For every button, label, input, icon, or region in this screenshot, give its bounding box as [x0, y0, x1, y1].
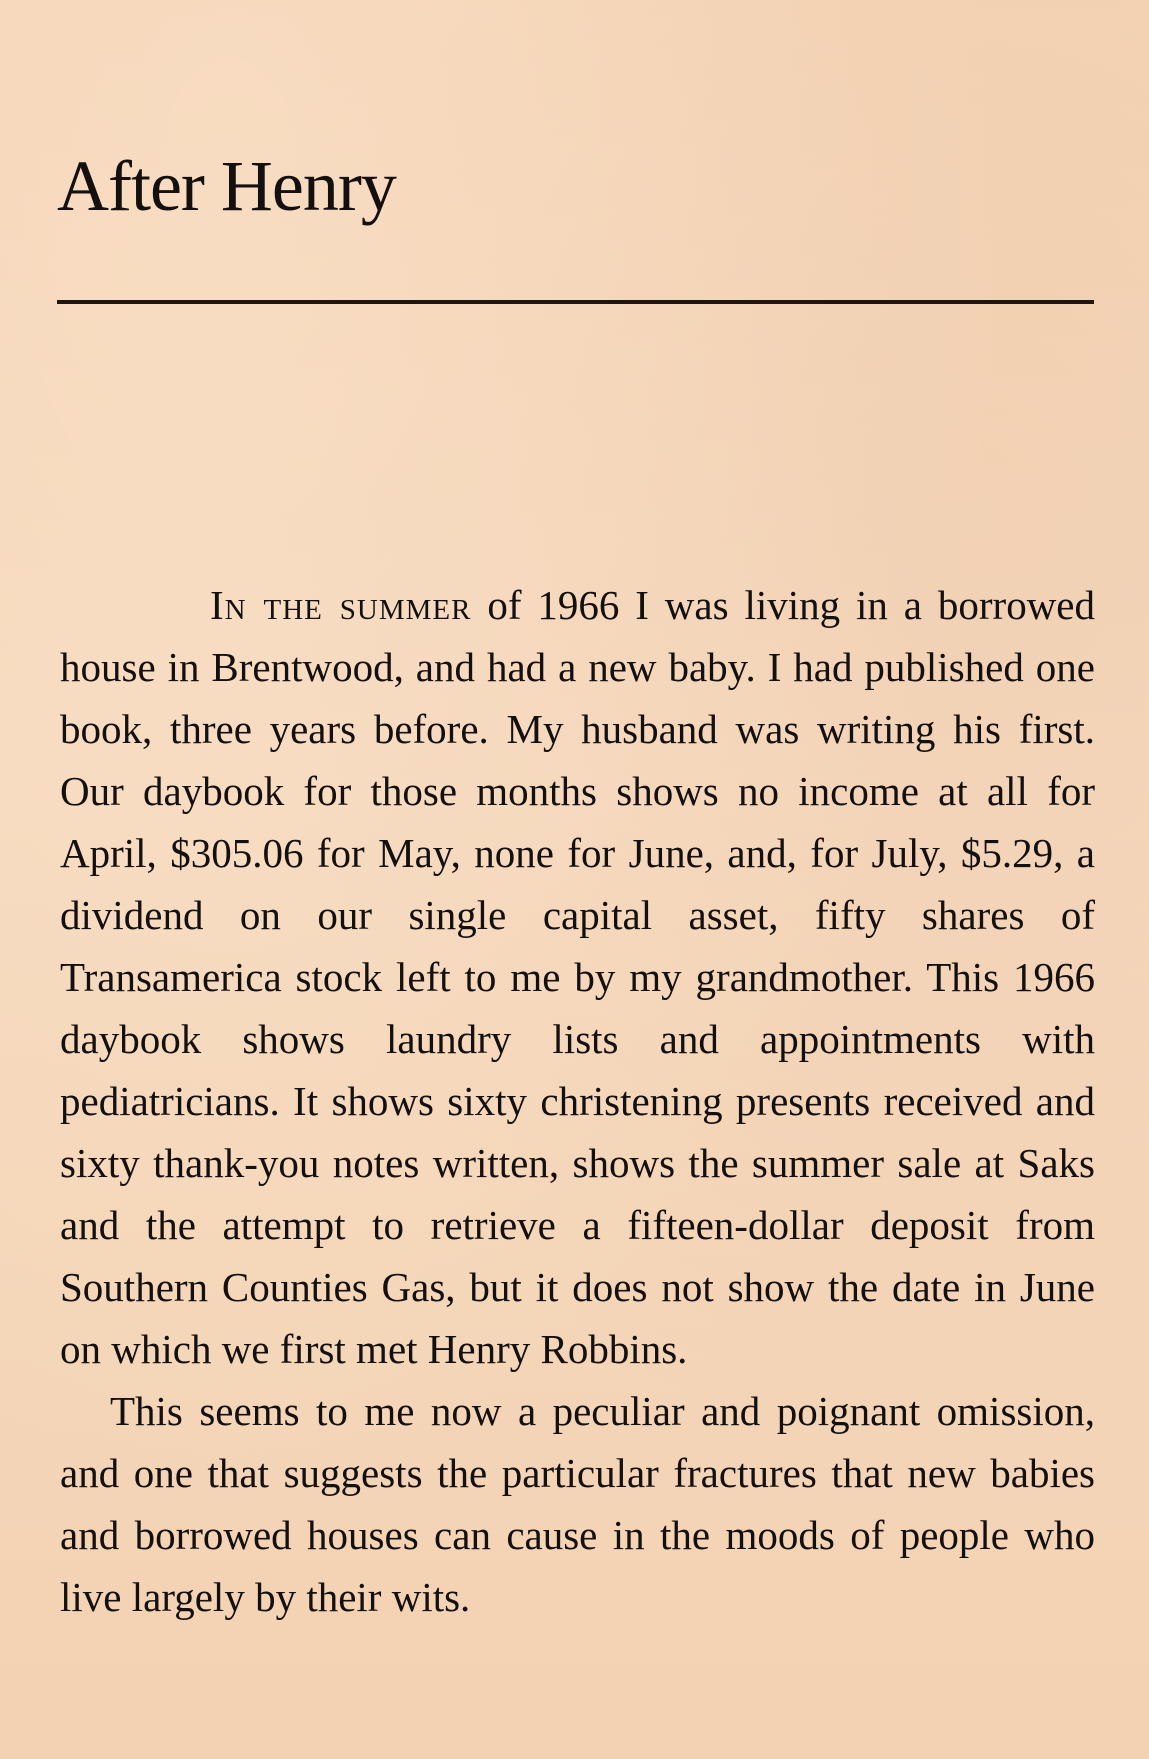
title-rule [57, 300, 1094, 304]
paragraph-1-text: of 1966 I was living in a borrowed house in Brentwood, and had a new baby. I had published one book, three years before. My husband was writing his first. Our daybook for those months shows no income at all for April, $305.06 for May, none for June, and, for July, $5.29, a dividend on our single capital asset, fifty shares of Transamerica stock left to me by my grandmother. This 1966 daybook shows laundry lists and appointments with pediatricians. It shows sixty christening presents received and sixty thank-you notes written, shows the summer sale at Saks and the attempt to retrieve a fifteen-dollar deposit from Southern Counties Gas, but it does not show the date in June on which we first met Henry Robbins. [60, 582, 1095, 1372]
paragraph-1-lead-in: In the summer [210, 582, 472, 628]
chapter-body [60, 574, 1095, 1628]
bleed-through-texture [60, 20, 1100, 540]
chapter-title: After Henry [57, 146, 396, 226]
paragraph-2: This seems to me now a peculiar and poignant omission, and one that suggests the particular fractures that new babies and borrowed houses can cause in the moods of people who live largely by their wits. [60, 1388, 1095, 1620]
paragraph-1 [60, 574, 1095, 1380]
